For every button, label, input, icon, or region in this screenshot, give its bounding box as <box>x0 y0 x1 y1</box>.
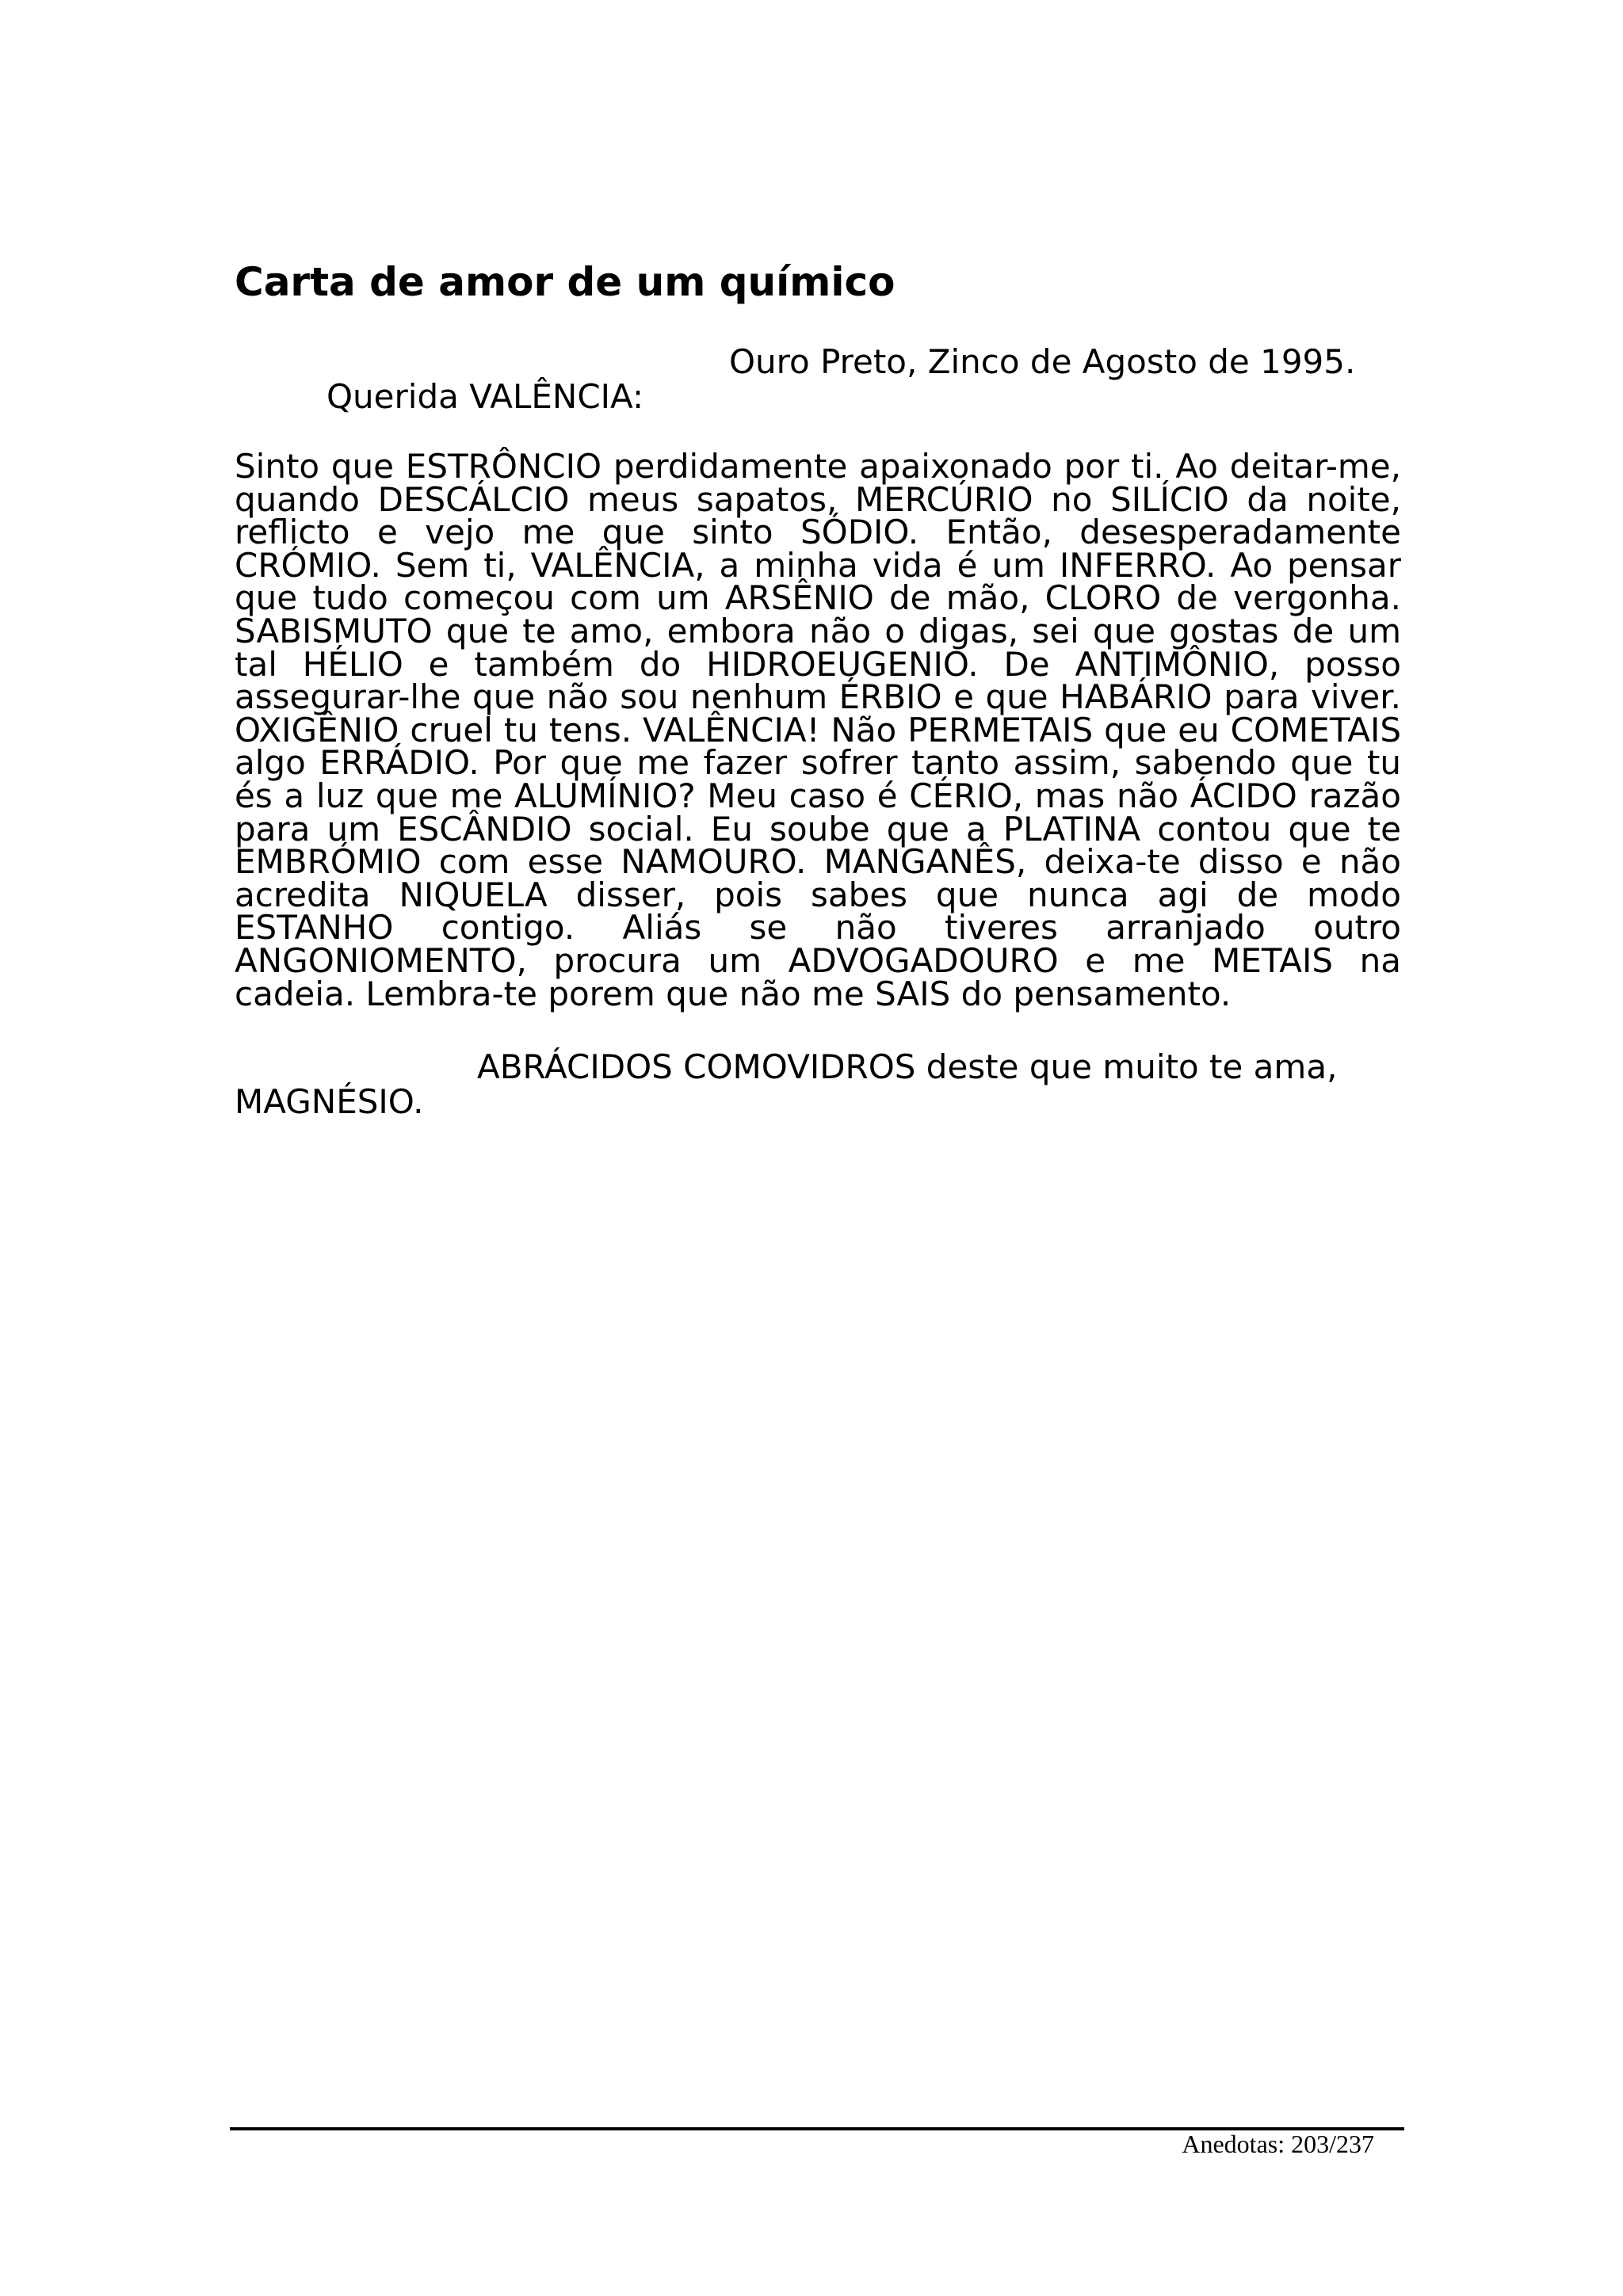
letter-salutation: Querida VALÊNCIA: <box>327 377 644 416</box>
letter-dateline: Ouro Preto, Zinco de Agosto de 1995. <box>729 342 1356 381</box>
document-title: Carta de amor de um químico <box>235 259 896 305</box>
footer-page-label: Anedotas: 203/237 <box>1182 2130 1374 2158</box>
letter-closing: ABRÁCIDOS COMOVIDROS deste que muito te ama, <box>477 1047 1338 1086</box>
letter-body: Sinto que ESTRÔNCIO perdidamente apaixonado por ti. Ao deitar-me, quando DESCÁLCIO meus sapatos, MERCÚRIO no SILÍCIO da noite, reflicto e vejo me que sinto SÓDIO. Então, desesperadamente CRÓMIO. Sem ti, VALÊNCIA, a minha vida é um INFERRO. Ao pensar que tudo começou com um ARSÊNIO de mão, CLORO de vergonha. SABISMUTO que te amo, embora não o digas, sei que gostas de um tal HÉLIO e também do HIDROEUGENIO. De ANTIMÔNIO, posso assegurar-lhe que não sou nenhum ÉRBIO e que HABÁRIO para viver. OXIGÊNIO cruel tu tens. VALÊNCIA! Não PERMETAIS que eu COMETAIS algo ERRÁDIO. Por que me fazer sofrer tanto assim, sabendo que tu és a luz que me ALUMÍNIO? Meu caso é CÉRIO, mas não ÁCIDO razão para um ESCÂNDIO social. Eu soube que a PLATINA contou que te EMBRÓMIO com esse NAMOURO. MANGANÊS, deixa-te disso e não acredita NIQUELA disser, pois sabes que nunca agi de modo ESTANHO contigo. Aliás se não tiveres arranjado outro ANGONIOMENTO, procura um ADVOGADOURO e me METAIS na cadeia. Lembra-te porem que não me SAIS do pensamento. <box>235 447 1401 1013</box>
letter-signature: MAGNÉSIO. <box>235 1082 424 1121</box>
